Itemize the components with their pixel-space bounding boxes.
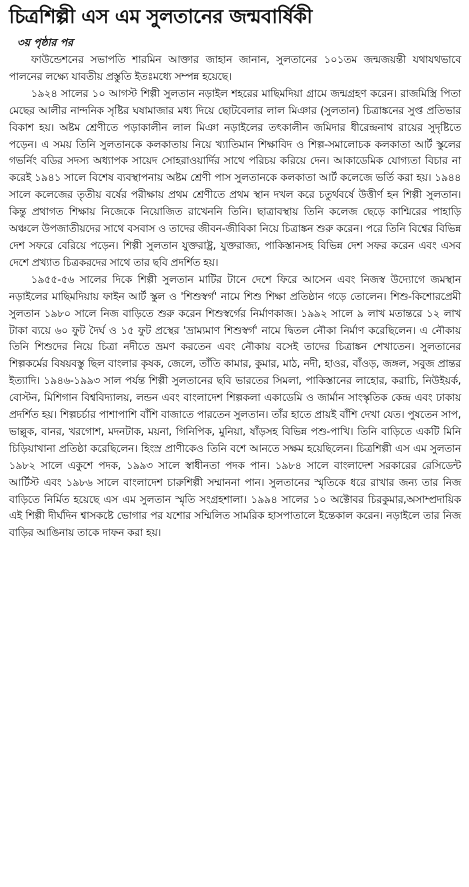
article-headline: চিত্রশিল্পী এস এম সুলতানের জন্মবার্ষিকী — [9, 5, 313, 28]
article-body — [9, 52, 461, 542]
article-paragraph: ফাউন্ডেশনের সভাপতি শারমিন আক্তার জাহান জানান, সুলতানের ১০১তম জন্মজয়ন্তী যথাযথভাবে পালনের লক্ষ্যে যাবতীয় প্রস্তুতি ইতঃমধ্যে সম্পন্ন হয়েছে। — [9, 54, 461, 83]
article-paragraph: ১৯৫৫-৫৬ সালের দিকে শিল্পী সুলতান মাটির টানে দেশে ফিরে আসেন এবং নিজস্ব উদ্যোগে জমস্থান নড়াইলের মাছিমদিয়ায় ফাইন আর্ট স্কুল ও 'শিশুস্বর্গ' নামে শিশু শিক্ষা প্রতিষ্ঠান গড়ে তোলেন। শিশু-কিশোরপ্রেমী সুলতান ১৯৮০ সালে নিজ বাড়িতে শুরু করেন শিশুস্বর্গের নির্মাণকাজ। ১৯৯২ সালে ৯ লাখ মতান্তরে ১২ লাখ টাকা ব্যয়ে ৬০ ফুট দৈর্ঘ ও ১৫ ফুট প্রস্থের 'ভ্রাম্যমাণ শিশুস্বর্গ' নামে দ্বিতল নৌকা নির্মাণ করেছিলেন। এ নৌকায় তিনি শিশুদের নিয়ে চিত্রা নদীতে ভ্রমণ করতেন এবং নৌকায় বসেই তাদের চিত্রাঙ্কন শেখাতেন। সুলতানের শিল্পকর্মের বিষয়বস্তু ছিল বাংলার কৃষক, জেলে, তাঁতি কামার, কুমার, মাঠ, নদী, হাওর, বাঁওড়, জঙ্গল, সবুজ প্রান্তর ইত্যাদি। ১৯৪৬-১৯৯৩ সাল পর্যন্ত শিল্পী সুলতানের ছবি ভারতের সিমলা, পাকিস্তানের লাহোর, করাচি, নিউইয়র্ক, বোস্টন, মিশিগান বিশ্ববিদ্যালয়, লন্ডন এবং বাংলাদেশ শিল্পকলা একাডেমি ও জার্মান সাংস্কৃতিক কেন্দ্র এবং ঢাকায় প্রদর্শিত হয়। শিল্পচর্চার পাশাপাশি বাঁশি বাজাতে পারতেন সুলতান। তাঁর হাতে প্রায়ই বাঁশি দেখা যেত। পুষতেন সাপ, ভাল্লুক, বানর, খরগোশ, মদনটাক, ময়না, গিনিপিক, মুনিয়া, ষাঁড়সহ বিভিন্ন পশু-পাখি। তিনি বাড়িতে একটি মিনি চিড়িয়াখানা প্রতিষ্ঠা করেছিলেন। হিংস্র প্রাণীকেও তিনি বশে আনতে সক্ষম হয়েছিলেন। চিত্রশিল্পী এস এম সুলতান ১৯৮২ সালে একুশে পদক, ১৯৯৩ সালে স্বাধীনতা পদক পান। ১৯৮৪ সালে বাংলাদেশ সরকারের রেসিডেন্ট আর্টিস্ট এবং ১৯৮৬ সালে বাংলাদেশ চারুশিল্পী সম্মাননা পান। সুলতানের স্মৃতিকে ধরে রাখার জন্য তার নিজ বাড়িতে নির্মিত হয়েছে এস এম সুলতান স্মৃতি সংগ্রহশালা। ১৯৯৪ সালের ১০ অক্টোবর চিরকুমার,অসাম্প্রদায়িক এই শিল্পী দীর্ঘদিন শ্বাসকষ্টে ভোগার পর যশোর সম্মিলিত সামরিক হাসপাতালে ইন্তেকাল করেন। নড়াইলে তার নিজ বাড়ির আঙিনায় তাকে দাফন করা হয়। — [9, 273, 461, 540]
article-paragraph: ১৯২৪ সালের ১০ আগস্ট শিল্পী সুলতান নড়াইল শহরের মাছিমদিয়া গ্রামে জন্মগ্রহণ করেন। রাজমিস্ত্রি পিতা মেছের আলীর নান্দনিক সৃষ্টির ঘষামাজার মধ্য দিয়ে ছোটবেলার লাল মিঞার (সুলতান) চিত্রাঙ্কনের সুপ্ত প্রতিভার বিকাশ হয়। অষ্টম শ্রেণীতে পড়াকালীন লাল মিঞা নড়াইলের তৎকালীন জমিদার ধীরেন্দ্রনাথ রায়ের সুদৃষ্টিতে পড়েন। এ সময় তিনি সুলতানকে কলকাতায় নিয়ে খ্যাতিমান শিক্ষাবিদ ও শিল্প-সমালোচক কলকাতা আর্ট স্কুলের গভর্নিং বডির সদস্য অধ্যাপক সায়েদ সোহরাওয়ার্দির সাথে পরিচয় করিয়ে দেন। আকাডেমিক যোগ্যতা বিচার না করেই ১৯৪১ সালে বিশেষ ব্যবস্থাপনায় অষ্টম শ্রেণী পাস সুলতানকে কলকাতা আর্ট কলেজে ভর্তি করা হয়। ১৯৪৪ সালে কলেজের তৃতীয় বর্ষের পরীক্ষায় প্রথম শ্রেণীতে প্রথম স্থান দখল করে চতুর্থবর্ষে উত্তীর্ণ হন শিল্পী সুলতান। কিন্তু প্রথাগত শিক্ষায় নিজেকে নিয়োজিত রাখেননি তিনি। ছাত্রাবস্থায় তিনি কলেজ ছেড়ে কাশ্মিরের পাহাড়ি অঞ্চলে উপজাতীয়দের সাথে বসবাস ও তাদের জীবন-জীবিকা নিয়ে চিত্রাঙ্কন শুরু করেন। পরে তিনি বিশ্বের বিভিন্ন দেশ সফরে বেরিয়ে পড়েন। শিল্পী সুলতান যুক্তরাষ্ট্র, যুক্তরাজ্য, পাকিস্তানসহ বিভিন্ন দেশ সফর করেন এবং এসব দেশে প্রখ্যাত চিত্রকরদের সাথে তার ছবি প্রদর্শিত হয়। — [9, 87, 461, 269]
continued-from-label: ৩য় পৃষ্ঠার পর — [17, 37, 74, 49]
